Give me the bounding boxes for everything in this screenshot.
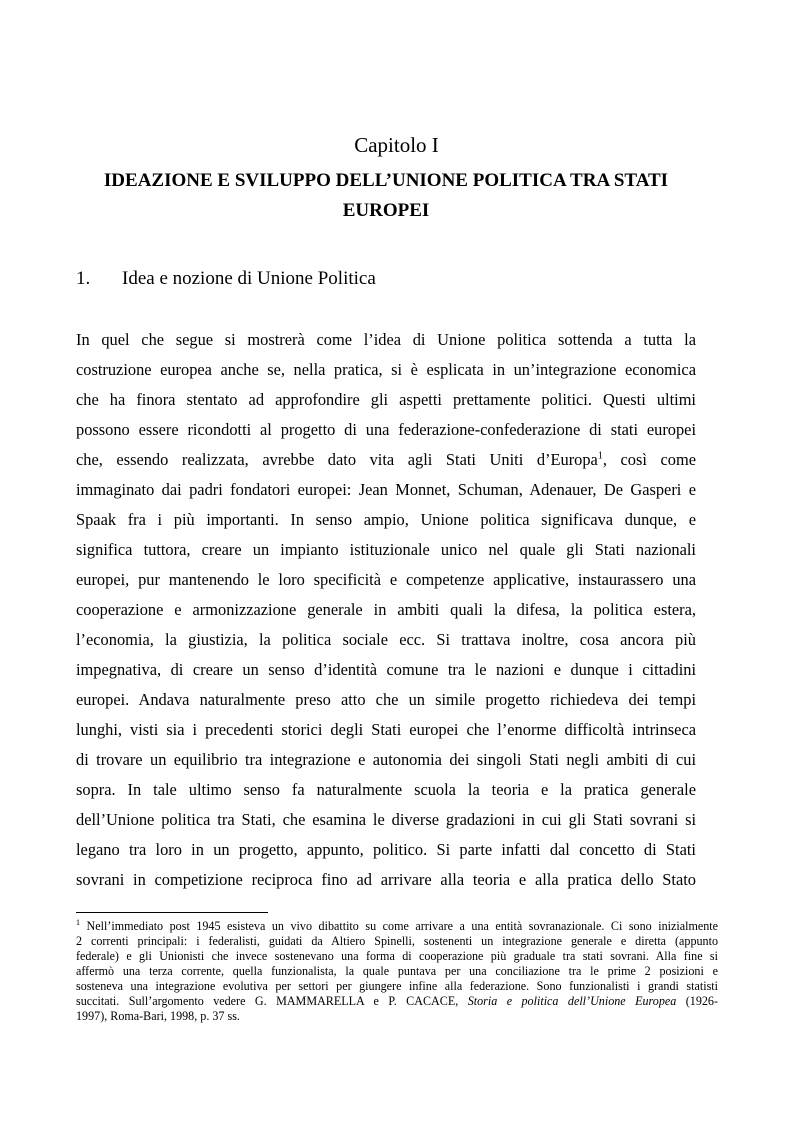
footnote-divider — [76, 912, 268, 913]
footnote-line: 1997), Roma-Bari, 1998, p. 37 ss. — [76, 1009, 240, 1023]
chapter-title-line: EUROPEI — [342, 200, 430, 221]
section-number: 1. — [76, 268, 91, 289]
paragraph-line: dell’Unione politica tra Stati, che esamina le diverse gradazioni in cui gli Stati sovrani si — [76, 810, 696, 829]
footnote-line: affermò una terza corrente, quella funzionalista, la quale puntava per una conciliazione tra le prime 2 posizioni e — [76, 964, 718, 978]
paragraph-line-part: che, essendo realizzata, avrebbe dato vita agli Stati Uniti d’Europa — [76, 450, 598, 469]
footnote-line: 2 correnti principali: i federalisti, guidati da Altiero Spinelli, sostenenti un integrazione generale e diretta (appunto — [76, 934, 718, 948]
cited-book-title: Storia e politica dell’Unione Europea — [467, 994, 677, 1008]
paragraph-line: impegnativa, di creare un senso d’identità comune tra le nazioni e dunque i cittadini — [76, 660, 696, 679]
chapter-title — [76, 166, 696, 226]
paragraph-line: europei, pur mantenendo le loro specificità e competenze applicative, instaurassero una — [76, 570, 696, 589]
paragraph-line: costruzione europea anche se, nella pratica, si è esplicata in un’integrazione economica — [76, 360, 696, 379]
section-title: Idea e nozione di Unione Politica — [122, 268, 376, 289]
body-paragraph — [76, 325, 696, 895]
paragraph-line: che ha finora stentato ad approfondire gli aspetti prettamente politici. Questi ultimi — [76, 390, 696, 409]
paragraph-line: immaginato dai padri fondatori europei: Jean Monnet, Schuman, Adenauer, De Gasperi e — [76, 480, 696, 499]
footnote-line-text: (1926- — [676, 994, 718, 1008]
paragraph-line — [76, 445, 696, 475]
paragraph-line: europei. Andava naturalmente preso atto che un simile progetto richiedeva dei tempi — [76, 690, 696, 709]
section-heading — [76, 265, 696, 293]
footnote-line-text: Nell’immediato post 1945 esisteva un vivo dibattito su come arrivare a una entità sovranazionale. Ci sono inizialmente — [80, 919, 718, 933]
paragraph-line: significa tuttora, creare un impianto istituzionale unico nel quale gli Stati nazionali — [76, 540, 696, 559]
footnote-line: sosteneva una integrazione evolutiva per settori per giungere infine alla federazione. Sono funzionalisti i grandi statisti — [76, 979, 718, 993]
paragraph-line: legano tra loro in un progetto, appunto, politico. Si parte infatti dal concetto di Stati — [76, 840, 696, 859]
paragraph-line: In quel che segue si mostrerà come l’idea di Unione politica sottenda a tutta la — [76, 330, 696, 349]
footnote-line — [76, 919, 718, 934]
footnote — [76, 919, 718, 1024]
paragraph-line: Spaak fra i più importanti. In senso ampio, Unione politica significava dunque, e — [76, 510, 696, 529]
footnote-number: 1 — [76, 917, 80, 927]
paragraph-line: sopra. In tale ultimo senso fa naturalmente scuola la teoria e la pratica generale — [76, 780, 696, 799]
footnote-line-text: succitati. Sull’argomento vedere G. MAMMARELLA e P. CACACE, — [76, 994, 468, 1008]
paragraph-line: sovrani in competizione reciproca fino ad arrivare alla teoria e alla pratica dello Stato — [76, 870, 696, 889]
paragraph-line: cooperazione e armonizzazione generale in ambiti quali la difesa, la politica estera, — [76, 600, 696, 619]
paragraph-line: possono essere ricondotti al progetto di una federazione-confederazione di stati europei — [76, 420, 696, 439]
paragraph-line: di trovare un equilibrio tra integrazione e autonomia dei singoli Stati negli ambiti di cui — [76, 750, 696, 769]
chapter-label: Capitolo I — [354, 133, 439, 157]
footnote-line — [76, 994, 718, 1009]
paragraph-line-part: , così come — [602, 450, 696, 469]
footnote-reference[interactable]: 1 — [597, 450, 603, 462]
paragraph-line: lunghi, visti sia i precedenti storici degli Stati europei che l’enorme difficoltà intrinseca — [76, 720, 696, 739]
chapter-title-line: IDEAZIONE E SVILUPPO DELL’UNIONE POLITICA TRA STATI — [103, 170, 669, 191]
paragraph-line: l’economia, la giustizia, la politica sociale ecc. Si trattava inoltre, cosa ancora più — [76, 630, 696, 649]
footnote-line: federale) e gli Unionisti che invece sostenevano una forma di cooperazione più graduale tra stati sovrani. Alla fine si — [76, 949, 718, 963]
